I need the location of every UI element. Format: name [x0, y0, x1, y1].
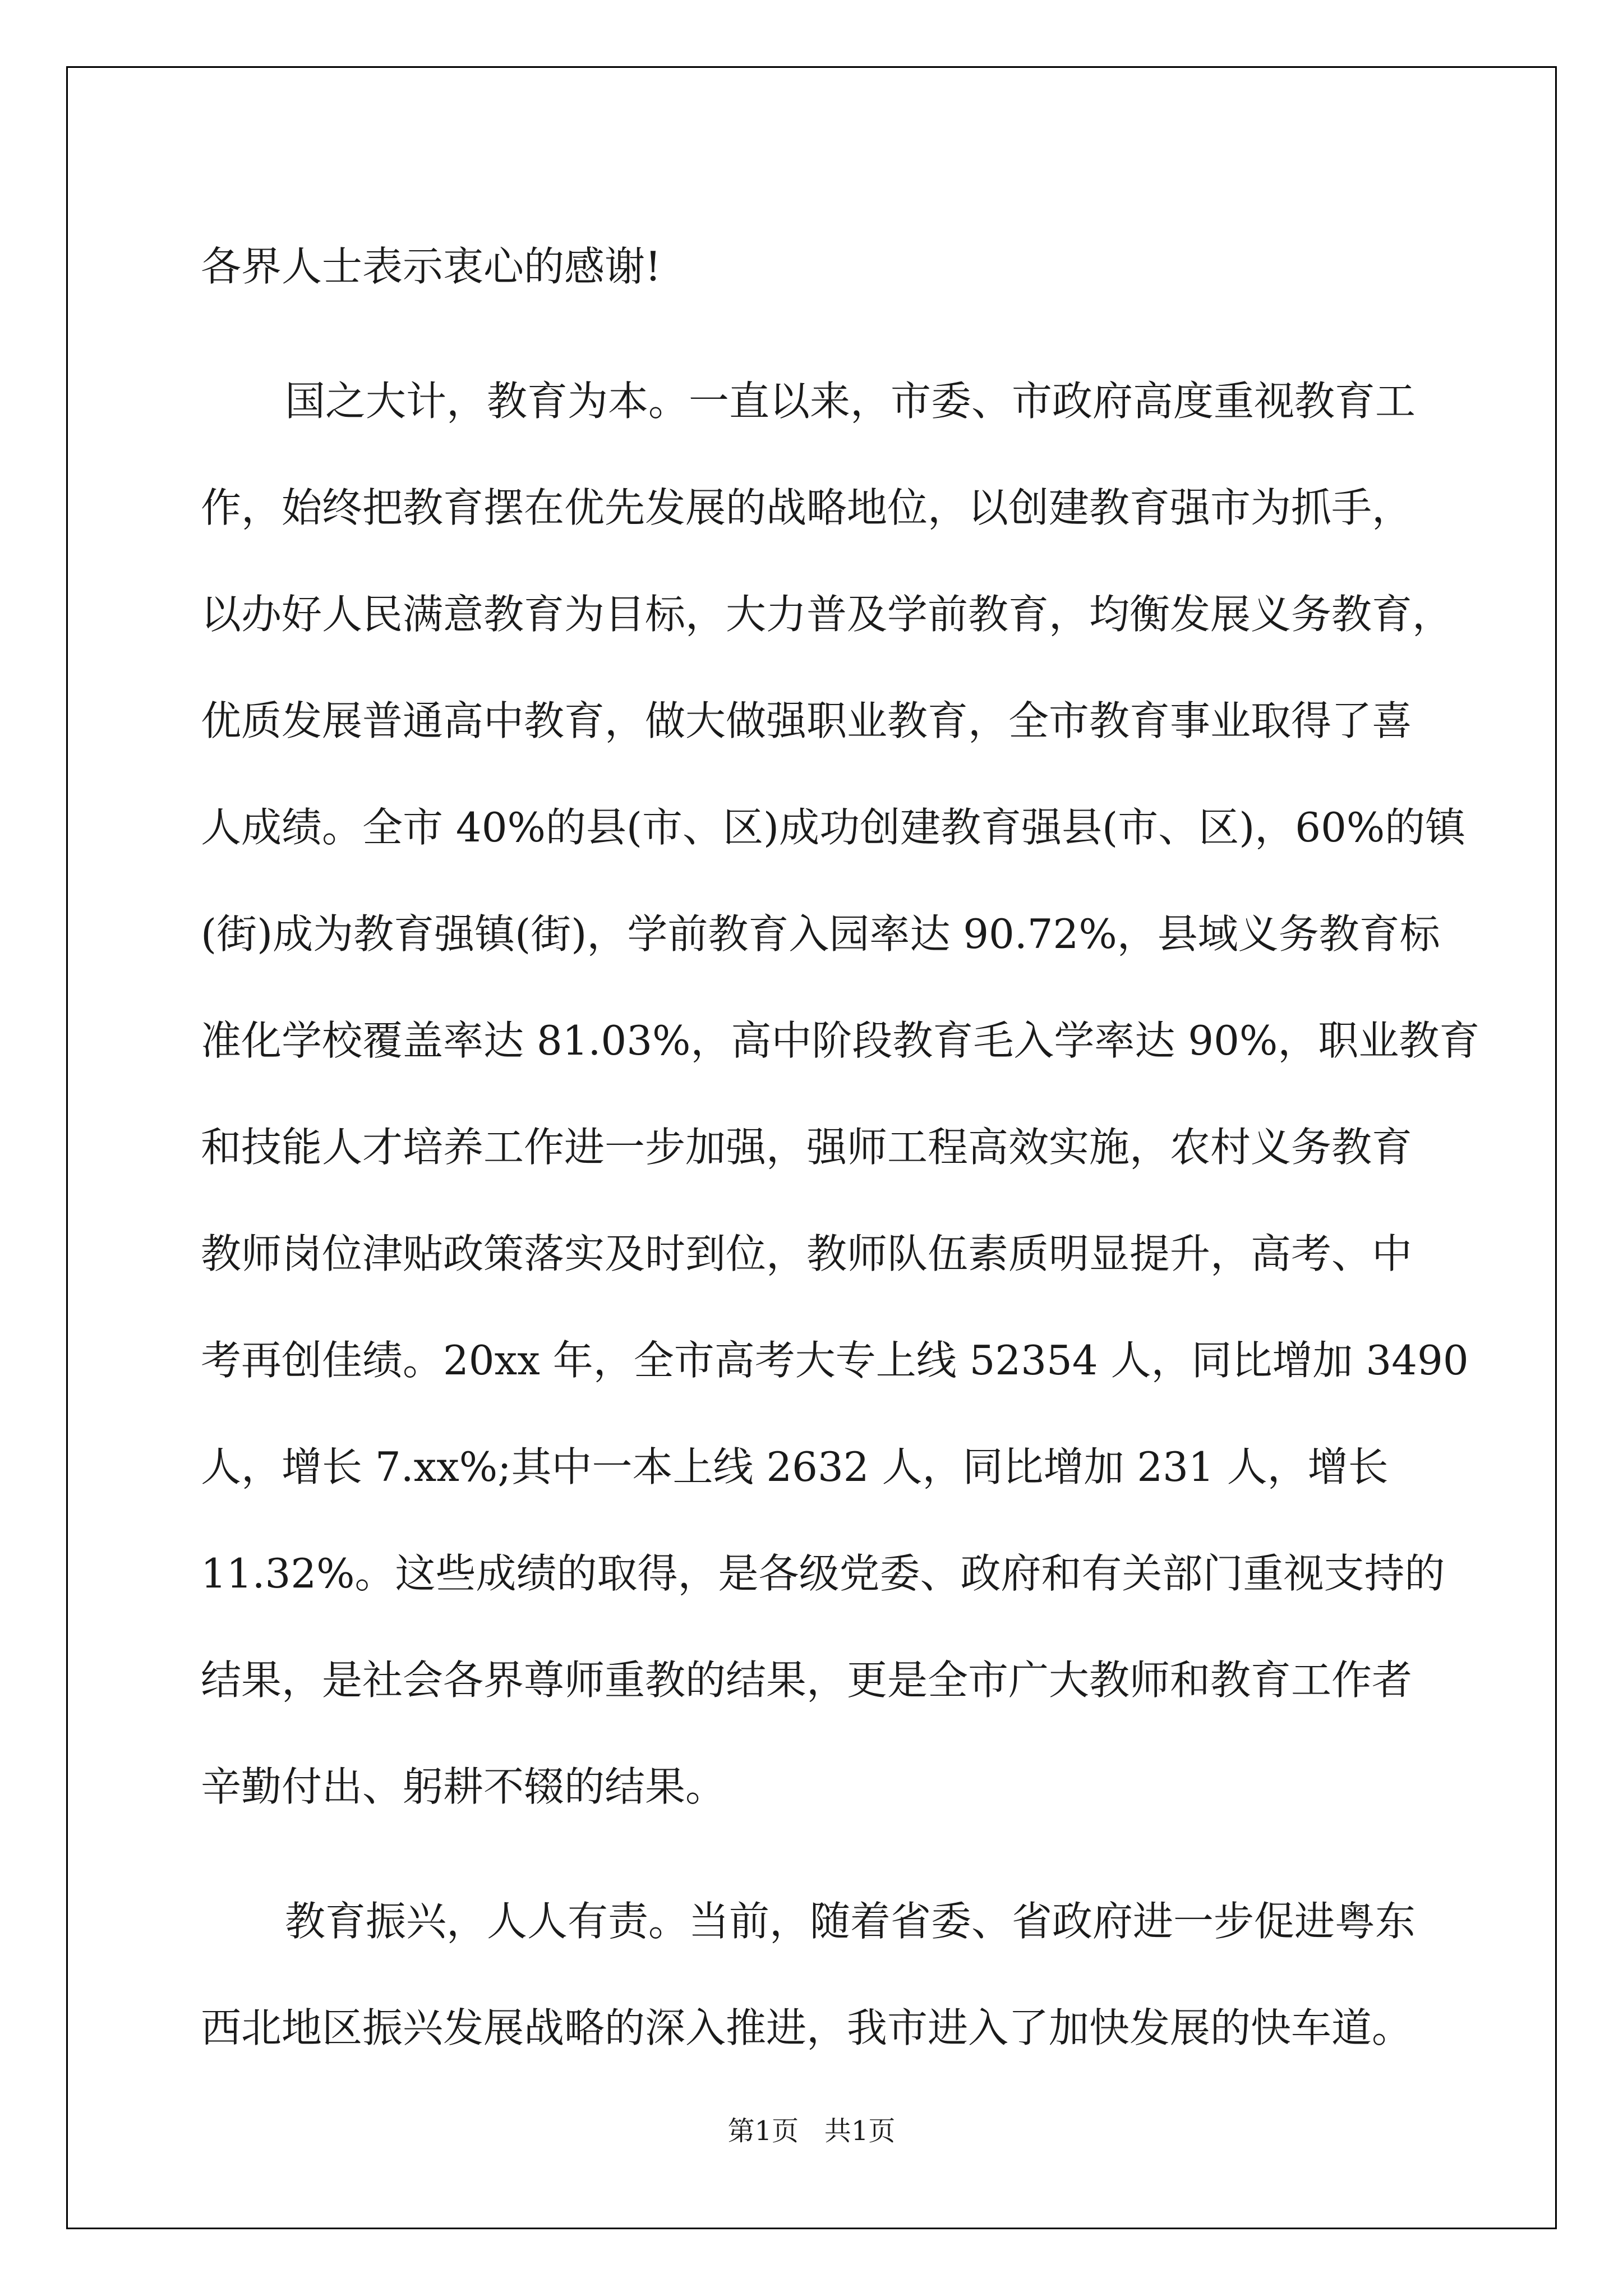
- text-line: 和技能人才培养工作进一步加强，强师工程高效实施，农村义务教育: [201, 1124, 1413, 1171]
- text-line: 作，始终把教育摆在优先发展的战略地位，以创建教育强市为抓手，: [201, 484, 1413, 531]
- text-line: 国之大计，教育为本。一直以来，市委、市政府高度重视教育工: [285, 378, 1416, 425]
- page-footer: [0, 2109, 1623, 2148]
- text-line: 辛勤付出、躬耕不辍的结果。: [201, 1763, 726, 1810]
- page-total: 共1页: [824, 2115, 896, 2147]
- text-line: 以办好人民满意教育为目标，大力普及学前教育，均衡发展义务教育，: [201, 591, 1453, 638]
- text-line: 教师岗位津贴政策落实及时到位，教师队伍素质明显提升，高考、中: [201, 1230, 1413, 1277]
- paragraph-gap: [201, 1840, 1457, 1868]
- text-line: 准化学校覆盖率达 81.03%，高中阶段教育毛入学率达 90%，职业教育: [201, 1017, 1480, 1064]
- text-line: 11.32%。这些成绩的取得，是各级党委、政府和有关部门重视支持的: [201, 1550, 1445, 1597]
- text-line: 西北地区振兴发展战略的深入推进，我市进入了加快发展的快车道。: [201, 2004, 1413, 2051]
- text-line: 结果，是社会各界尊师重教的结果，更是全市广大教师和教育工作者: [201, 1657, 1413, 1704]
- text-line: 人成绩。全市 40%的县(市、区)成功创建教育强县(市、区)，60%的镇: [201, 804, 1466, 851]
- document-body: [201, 213, 1480, 2081]
- paragraph-gap: [201, 320, 1457, 348]
- text-line: 优质发展普通高中教育，做大做强职业教育，全市教育事业取得了喜: [201, 697, 1413, 744]
- text-line: 各界人士表示衷心的感谢!: [201, 243, 661, 290]
- text-line: 人，增长 7.xx%;其中一本上线 2632 人，同比增加 231 人，增长: [201, 1443, 1389, 1490]
- text-line: 教育振兴，人人有责。当前，随着省委、省政府进一步促进粤东: [285, 1898, 1416, 1945]
- text-line: (街)成为教育强镇(街)，学前教育入园率达 90.72%，县域义务教育标: [201, 910, 1440, 958]
- page-number: 第1页: [727, 2115, 799, 2147]
- text-line: 考再创佳绩。20xx 年，全市高考大专上线 52354 人，同比增加 3490: [201, 1337, 1469, 1384]
